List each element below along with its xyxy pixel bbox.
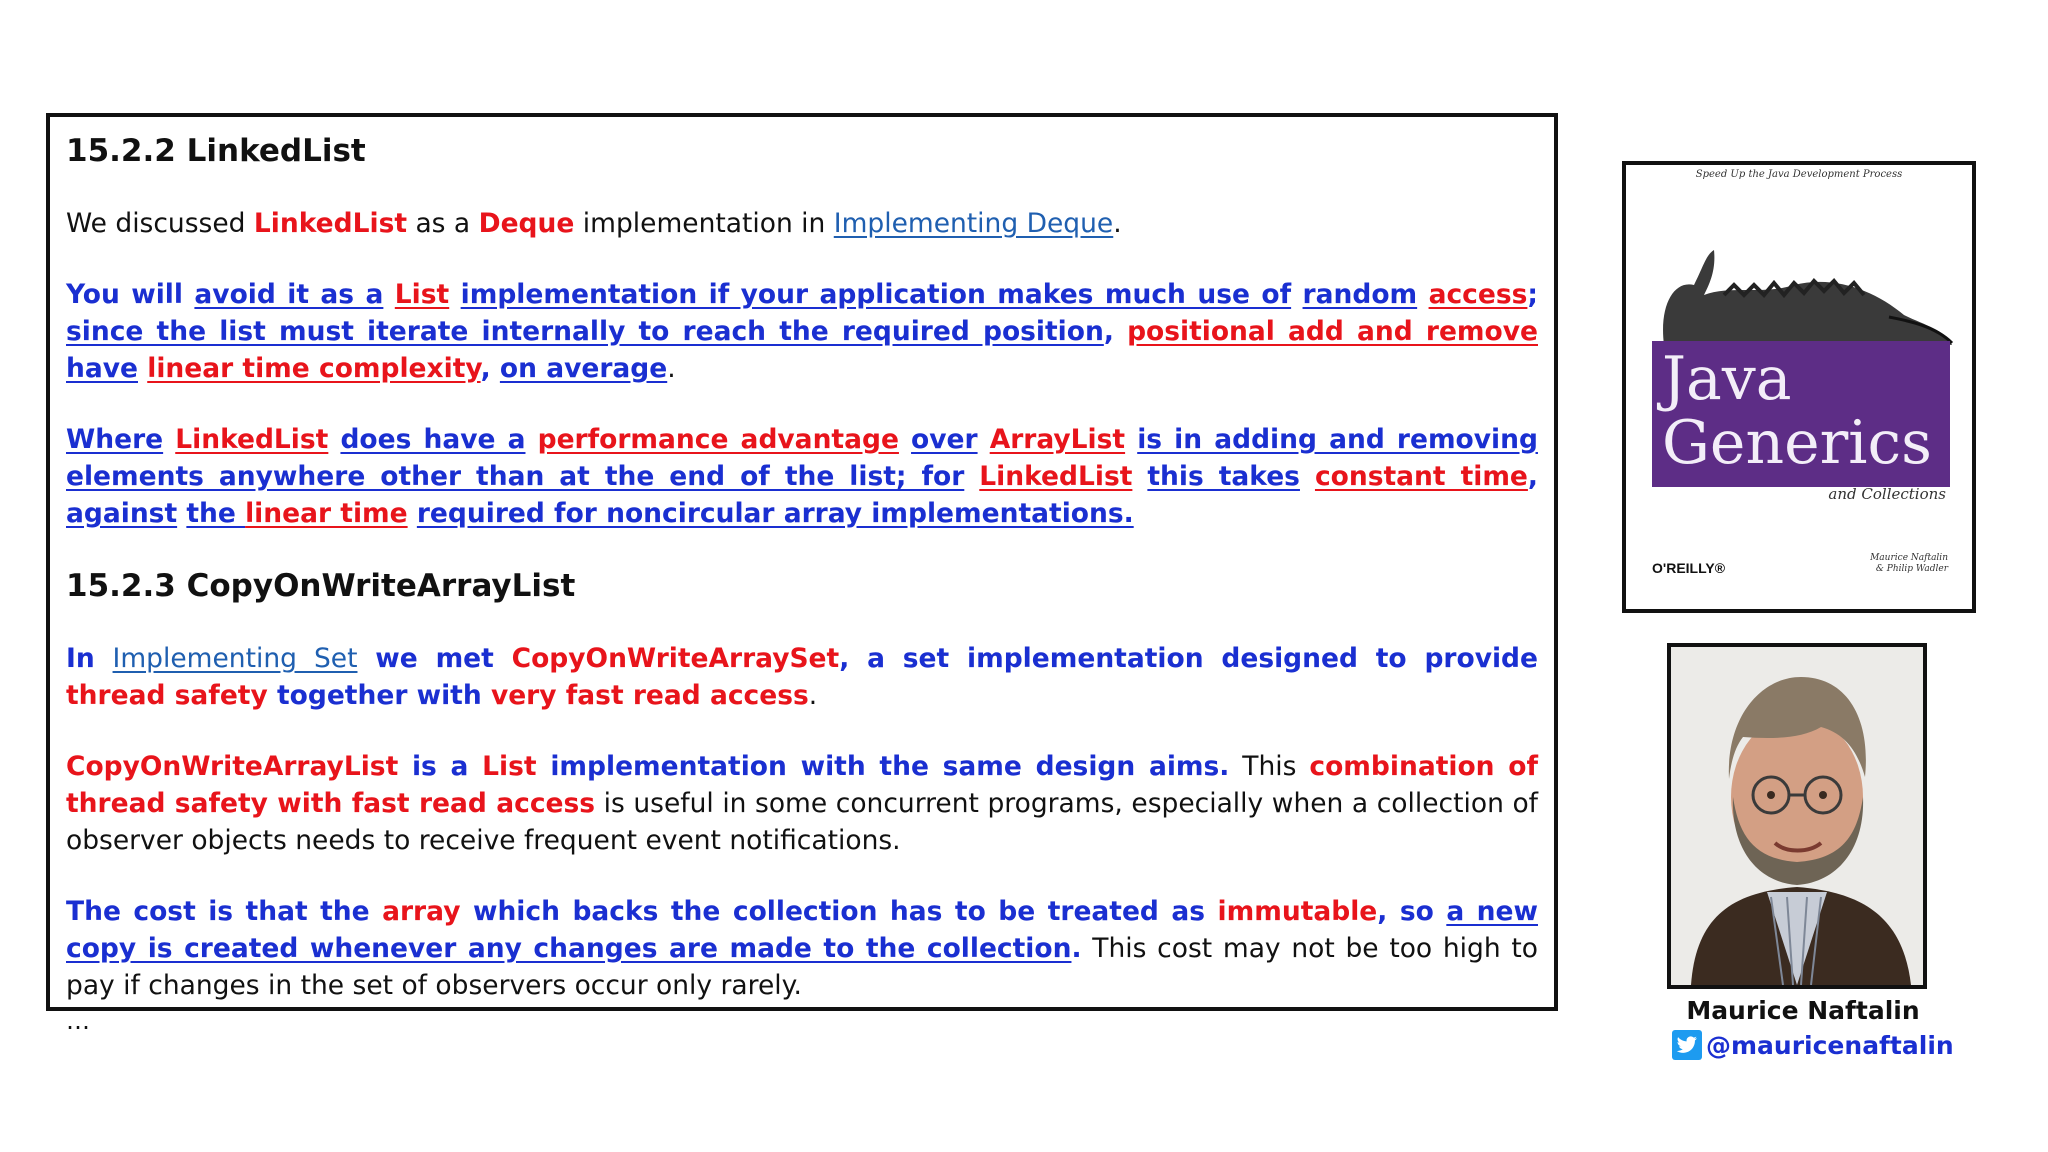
text-run: . xyxy=(808,680,818,711)
text-run: over xyxy=(911,424,978,455)
text-run: LinkedList xyxy=(253,208,408,239)
implementing-deque-link[interactable]: Implementing Deque xyxy=(833,208,1114,239)
book-title-band xyxy=(1652,341,1950,487)
text-run: Where xyxy=(66,424,164,455)
text-run xyxy=(964,461,979,492)
author-portrait xyxy=(1671,647,1923,985)
paragraph xyxy=(66,205,1538,242)
text-run: ; xyxy=(1527,279,1538,310)
book-tagline: Speed Up the Java Development Process xyxy=(1695,169,1903,180)
implementing-set-link[interactable]: Implementing Set xyxy=(112,643,358,674)
section-heading-copyonwritearraylist: 15.2.3 CopyOnWriteArrayList xyxy=(66,568,576,604)
twitter-handle-row[interactable] xyxy=(1672,1030,1954,1060)
text-run: this takes xyxy=(1147,461,1300,492)
paragraph xyxy=(66,748,1538,859)
book-subtitle: and Collections xyxy=(1828,485,1946,503)
paragraph xyxy=(66,640,1538,714)
text-run: random xyxy=(1302,279,1418,310)
text-run: have xyxy=(66,353,138,384)
text-run: since the list must iterate internally to reach the required position xyxy=(66,316,1104,347)
text-run: performance advantage xyxy=(537,424,899,455)
text-run: is a xyxy=(398,751,483,782)
text-run: constant time xyxy=(1314,461,1528,492)
text-run xyxy=(1417,279,1428,310)
text-run: is useful in some concurrent programs, especially when a collection of observer objects needs to receive frequent event notifications. xyxy=(66,788,1538,856)
text-run: CopyOnWriteArraySet xyxy=(511,643,840,674)
text-run: the xyxy=(186,498,246,529)
book-cover xyxy=(1622,161,1976,613)
text-run: together with xyxy=(267,680,491,711)
text-run: implementation with the same design aims. xyxy=(536,751,1230,782)
text-run: , xyxy=(480,353,500,384)
author-name: Maurice Naftalin xyxy=(1686,996,1920,1025)
paragraph xyxy=(66,276,1538,387)
text-run: array xyxy=(382,896,461,927)
text-run: we met xyxy=(357,643,512,674)
text-panel xyxy=(46,113,1558,1035)
twitter-bird-icon xyxy=(1672,1030,1702,1060)
paragraph xyxy=(66,421,1538,532)
text-run: positional add and remove xyxy=(1127,316,1538,347)
text-run: implementation in xyxy=(574,208,834,239)
twitter-handle[interactable]: @mauricenaftalin xyxy=(1706,1030,1954,1060)
text-run: linear time complexity xyxy=(147,353,481,384)
text-run: LinkedList xyxy=(175,424,329,455)
text-run: linear time xyxy=(245,498,408,529)
text-run: Deque xyxy=(478,208,575,239)
text-run xyxy=(978,424,990,455)
text-run: LinkedList xyxy=(979,461,1133,492)
text-run: . xyxy=(1071,933,1082,964)
book-author: Maurice Naftalin xyxy=(1870,553,1948,563)
text-run: as a xyxy=(407,208,479,239)
text-run: does have a xyxy=(340,424,526,455)
text-run: In xyxy=(66,643,113,674)
text-run: This xyxy=(1229,751,1310,782)
book-title-line1: Java xyxy=(1662,344,1792,414)
text-run: . xyxy=(1113,208,1122,239)
text-run xyxy=(1300,461,1315,492)
text-run xyxy=(163,424,175,455)
text-run: List xyxy=(482,751,537,782)
book-title-line2: Generics xyxy=(1662,408,1932,478)
text-run: avoid it as a xyxy=(194,279,384,310)
paragraph xyxy=(66,893,1538,1004)
text-run: CopyOnWriteArrayList xyxy=(66,751,399,782)
text-run: . xyxy=(667,353,676,384)
text-run: The cost is that the xyxy=(66,896,383,927)
text-run: very fast read access xyxy=(490,680,809,711)
text-run xyxy=(899,424,911,455)
text-run: We discussed xyxy=(66,208,254,239)
section-heading-linkedlist: 15.2.2 LinkedList xyxy=(66,133,366,169)
text-run: against xyxy=(66,498,178,529)
text-run: is in adding and removing elements anywhere other than at the end of the list; for xyxy=(66,424,1538,492)
text-run: This cost may not be too high to pay if changes in the set of observers occur only rarely. xyxy=(66,933,1538,1001)
text-run: , so xyxy=(1377,896,1447,927)
book-title xyxy=(1662,344,1932,478)
text-run: on average xyxy=(499,353,668,384)
text-run xyxy=(1291,279,1302,310)
text-run: access xyxy=(1428,279,1528,310)
text-run: , a set implementation designed to provide xyxy=(839,643,1538,674)
publisher-logo: O'REILLY® xyxy=(1652,560,1726,576)
text-run: implementation if your application makes much use of xyxy=(460,279,1292,310)
book-authors xyxy=(1870,553,1948,575)
text-run: which backs the collection has to be treated as xyxy=(460,896,1218,927)
text-run: , xyxy=(1527,461,1538,492)
text-run xyxy=(328,424,340,455)
text-run: You will xyxy=(66,279,195,310)
text-run xyxy=(177,498,186,529)
text-run xyxy=(138,353,147,384)
text-run: required for noncircular array implementations. xyxy=(416,498,1134,529)
ellipsis: … xyxy=(66,1007,90,1035)
text-run: a new copy is created whenever any changes are made to the collection xyxy=(66,896,1538,964)
text-run: combination of thread safety with fast read access xyxy=(66,751,1538,819)
text-run: List xyxy=(394,279,450,310)
text-run xyxy=(408,498,417,529)
text-run xyxy=(383,279,394,310)
text-run: immutable xyxy=(1217,896,1378,927)
text-run xyxy=(525,424,537,455)
text-run xyxy=(1132,461,1147,492)
text-run: ArrayList xyxy=(989,424,1126,455)
text-run xyxy=(1125,424,1137,455)
text-run: , xyxy=(1103,316,1128,347)
book-author: & Philip Wadler xyxy=(1875,564,1948,574)
text-run: thread safety xyxy=(66,680,268,711)
text-run xyxy=(449,279,460,310)
author-photo xyxy=(1667,643,1927,989)
